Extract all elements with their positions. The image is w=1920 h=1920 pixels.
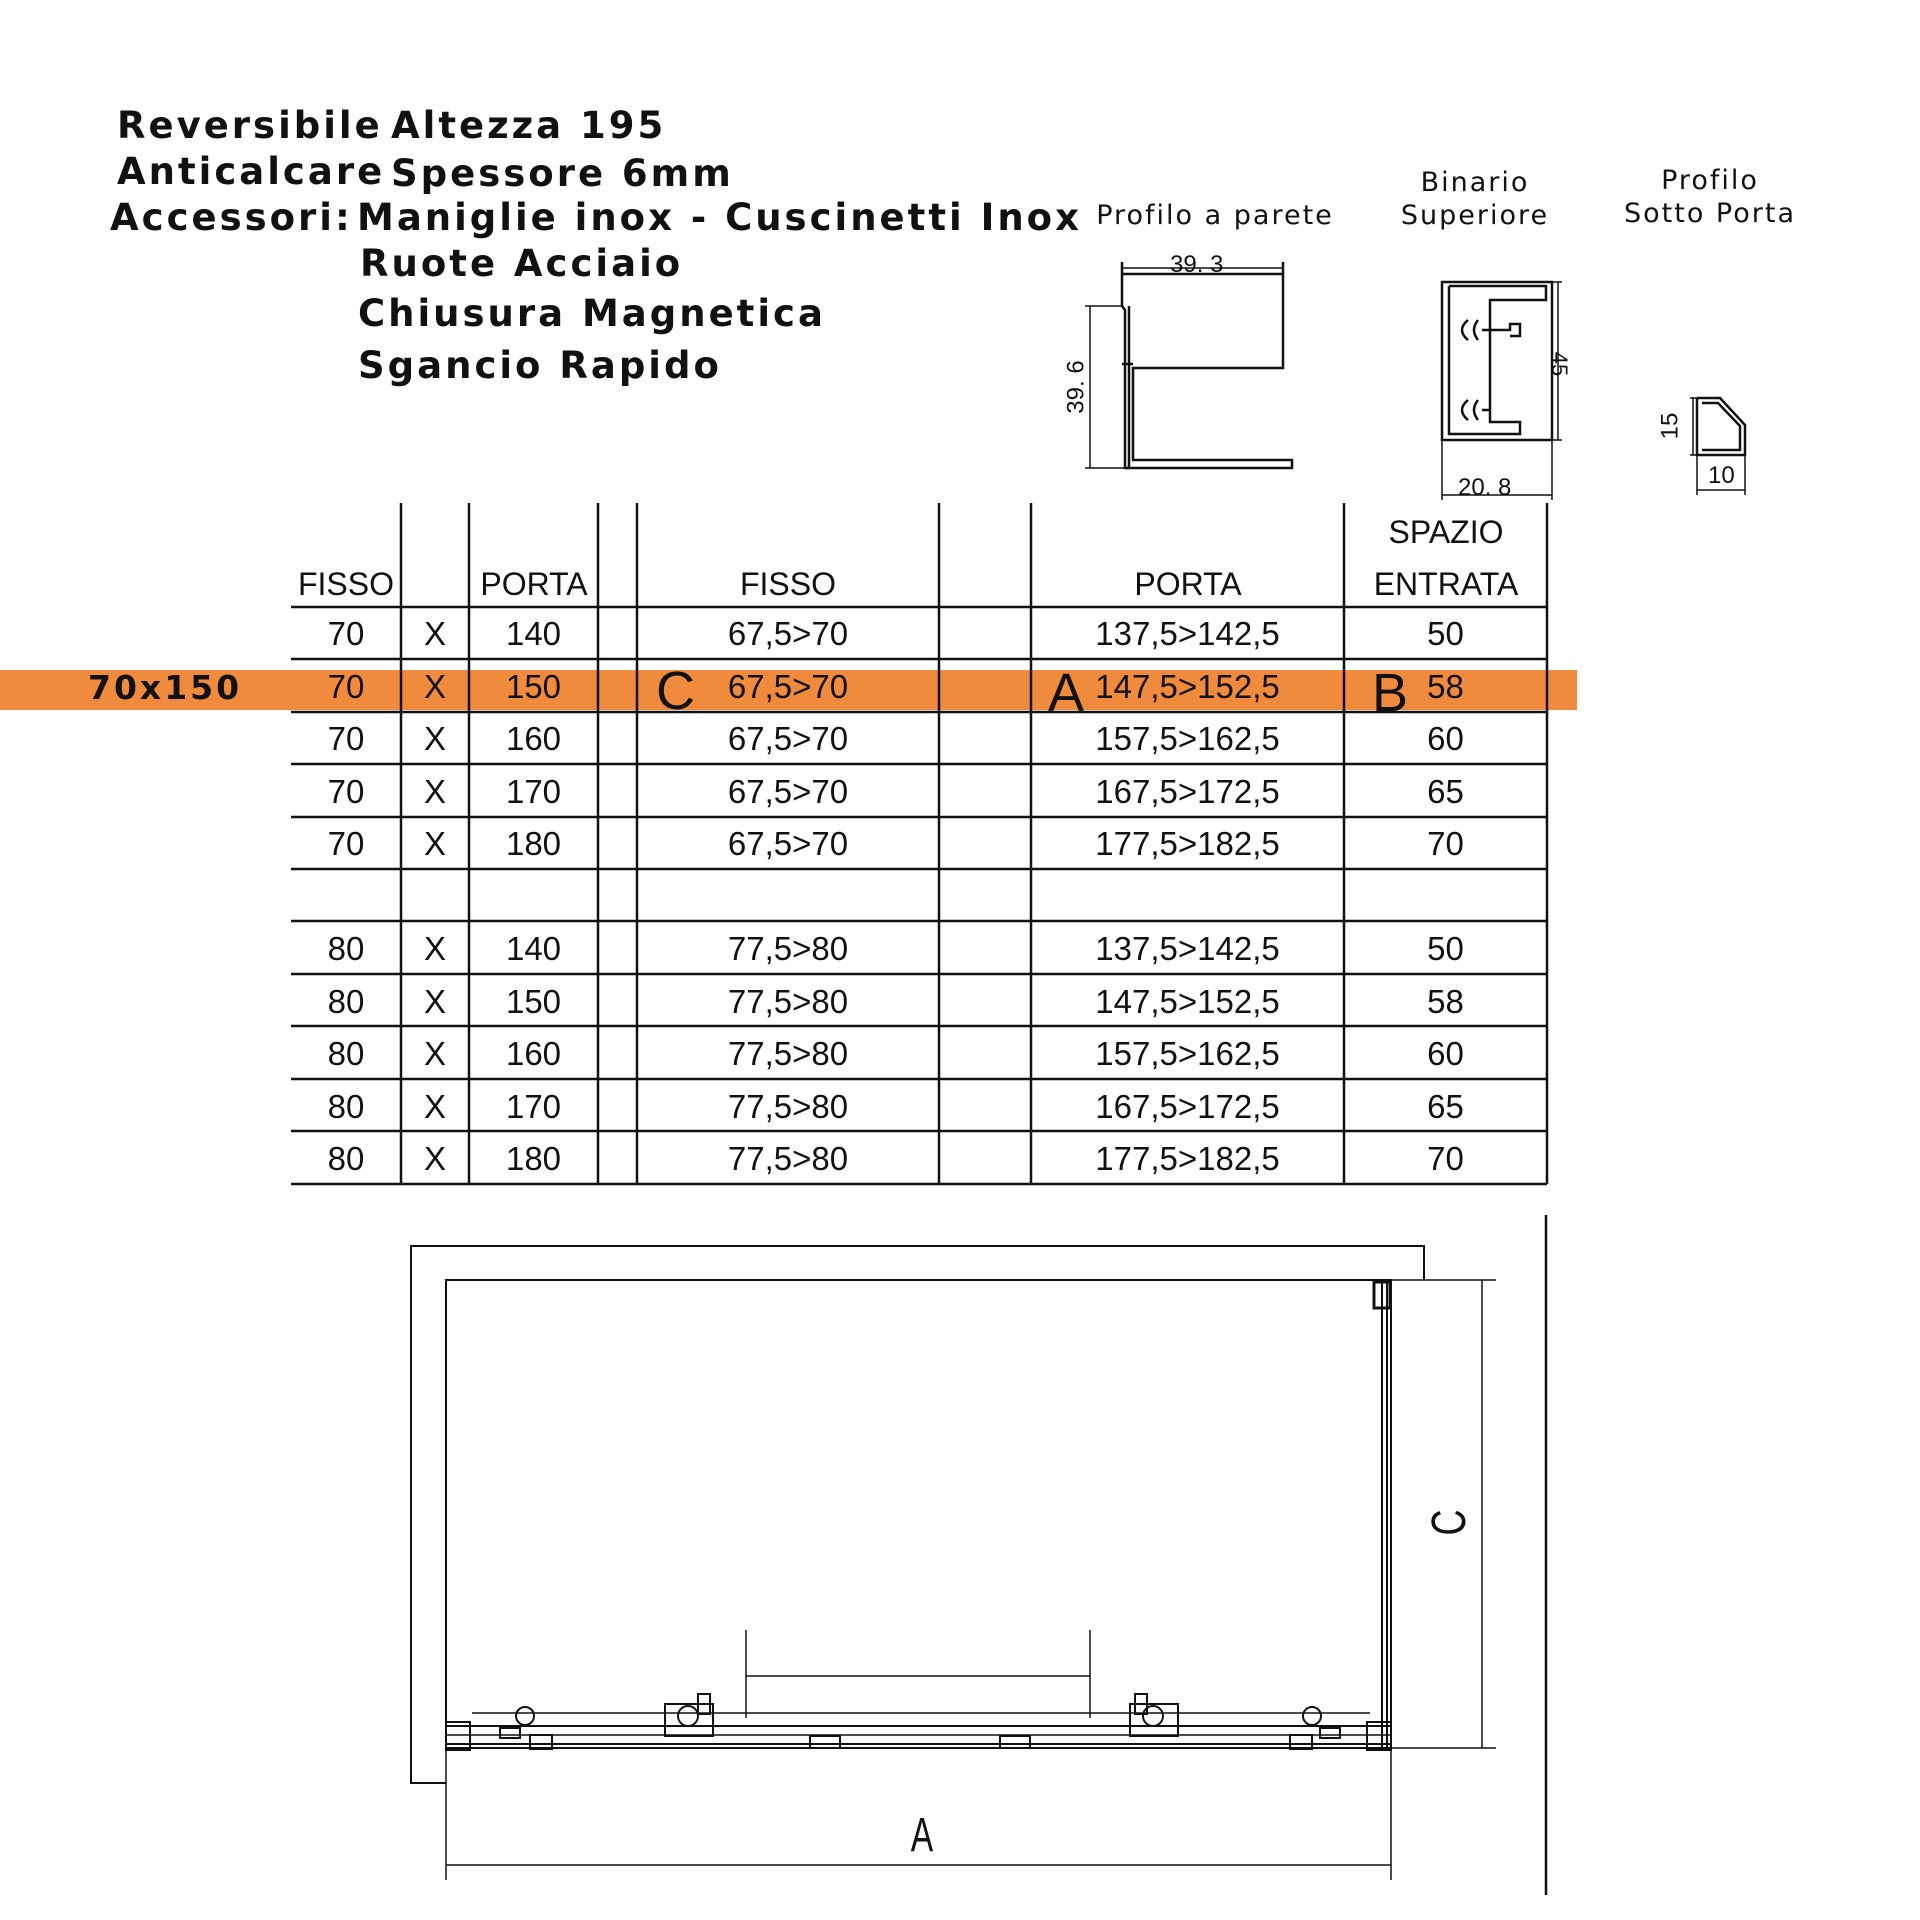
spec-spessore: Spessore 6mm [391,152,734,195]
table-cell-porta: 150 [505,667,562,705]
table-cell-porta: 180 [505,825,562,862]
table-cell-x: X [423,772,446,810]
sotto-height-label: 15 [1656,412,1684,440]
header-fisso: FISSO [297,566,394,602]
highlight-label: 70x150 [88,668,243,707]
table-cell-porta: 150 [505,982,562,1020]
table-cell-spazio: 50 [1427,615,1464,652]
table-cell-porta-range: 147,5>152,5 [1095,667,1280,705]
table-cell-fisso: 70 [327,825,365,862]
marker-a: A [1048,663,1085,723]
profile-binario-title-1: Binario [1420,167,1530,198]
table-cell-spazio: 58 [1427,667,1464,705]
table-cell-spazio: 60 [1427,720,1464,757]
profile-sotto-drawing [1690,398,1745,495]
drawing-label-c: C [1422,1509,1476,1536]
header-porta: PORTA [480,566,588,602]
table-cell-x: X [423,667,446,705]
table-cell-fisso-range: 77,5>80 [727,1140,849,1177]
drawing-label-a: A [910,1809,934,1862]
table-cell-porta-range: 157,5>162,5 [1095,1035,1280,1072]
table-cell-spazio: 65 [1427,772,1464,810]
table-cell-fisso-range: 77,5>80 [727,1087,849,1125]
table-cell-fisso: 70 [327,720,365,757]
table-cell-porta-range: 137,5>142,5 [1095,615,1280,652]
profile-parete-drawing [1085,262,1292,468]
table-cell-spazio: 50 [1427,930,1464,967]
shower-front-drawing [411,1215,1546,1895]
table-cell-fisso: 80 [327,930,365,967]
spec-accessori-label: Accessori: [110,196,353,239]
table-cell-fisso: 80 [327,982,365,1020]
spec-reversibile: Reversibile [117,104,383,147]
profile-binario-title-2: Superiore [1400,200,1550,231]
table-cell-fisso: 70 [327,772,365,810]
table-cell-x: X [423,1140,446,1177]
profile-parete-title: Profilo a parete [1096,200,1334,231]
table-cell-porta-range: 167,5>172,5 [1095,772,1280,810]
table-cell-spazio: 60 [1427,1035,1464,1072]
marker-b: B [1372,663,1409,723]
profile-sotto-title-2: Sotto Porta [1623,198,1796,229]
table-cell-fisso-range: 67,5>70 [727,720,849,757]
spec-accessori-4: Sgancio Rapido [358,344,722,387]
table-cell-porta-range: 157,5>162,5 [1095,720,1280,757]
table-cell-porta: 140 [505,615,562,652]
table-cell-x: X [423,930,446,967]
table-grid [291,503,1547,1184]
spec-anticalcare: Anticalcare [117,150,386,193]
table-cell-porta: 170 [505,772,562,810]
table-cell-x: X [423,1087,446,1125]
binario-width-label: 20. 8 [1458,474,1512,501]
table-cell-fisso: 70 [327,667,365,705]
marker-c: C [656,661,695,721]
table-cell-porta: 170 [505,1087,562,1125]
table-cell-x: X [423,982,446,1020]
table-cell-fisso-range: 77,5>80 [727,930,849,967]
table-cell-x: X [423,615,446,652]
spec-accessori-3: Chiusura Magnetica [358,292,826,335]
table-cell-fisso-range: 67,5>70 [727,825,849,862]
spec-altezza: Altezza 195 [391,104,667,147]
parete-width-label: 39. 3 [1170,251,1224,278]
sotto-width-label: 10 [1708,462,1735,489]
table-cell-spazio: 58 [1427,982,1464,1020]
table-cell-porta: 180 [505,1140,562,1177]
table-cell-porta: 160 [505,720,562,757]
table-cell-x: X [423,825,446,862]
binario-height-label: 45 [1547,351,1573,377]
table-cell-porta-range: 137,5>142,5 [1095,930,1280,967]
profile-binario-drawing [1442,282,1562,500]
profile-sotto-title-1: Profilo [1661,165,1759,196]
table-cell-porta: 140 [505,930,562,967]
table-cell-fisso-range: 67,5>70 [727,667,849,705]
table-cell-spazio: 70 [1427,1140,1464,1177]
header-porta-range: PORTA [1134,566,1242,602]
header-spazio-2: ENTRATA [1373,566,1519,602]
header-spazio-1: SPAZIO [1388,514,1504,550]
table-cell-fisso: 80 [327,1140,365,1177]
table-cell-fisso-range: 67,5>70 [727,772,849,810]
table-cell-fisso-range: 77,5>80 [727,982,849,1020]
table-cell-spazio: 70 [1427,825,1464,862]
header-fisso-range: FISSO [739,566,836,602]
table-cell-spazio: 65 [1427,1087,1464,1125]
table-cell-fisso: 80 [327,1035,365,1072]
table-cell-porta-range: 147,5>152,5 [1095,982,1280,1020]
table-cell-fisso: 80 [327,1087,365,1125]
table-cell-x: X [423,720,446,757]
parete-height-label: 39. 6 [1062,360,1090,414]
table-cell-fisso-range: 67,5>70 [727,615,849,652]
table-cell-porta-range: 167,5>172,5 [1095,1087,1280,1125]
table-cell-porta-range: 177,5>182,5 [1095,825,1280,862]
spec-accessori-1: Maniglie inox - Cuscinetti Inox [357,196,1082,239]
spec-accessori-2: Ruote Acciaio [360,242,684,285]
table-cell-fisso: 70 [327,615,365,652]
table-cell-porta: 160 [505,1035,562,1072]
table-cell-porta-range: 177,5>182,5 [1095,1140,1280,1177]
table-cell-x: X [423,1035,446,1072]
table-cell-fisso-range: 77,5>80 [727,1035,849,1072]
